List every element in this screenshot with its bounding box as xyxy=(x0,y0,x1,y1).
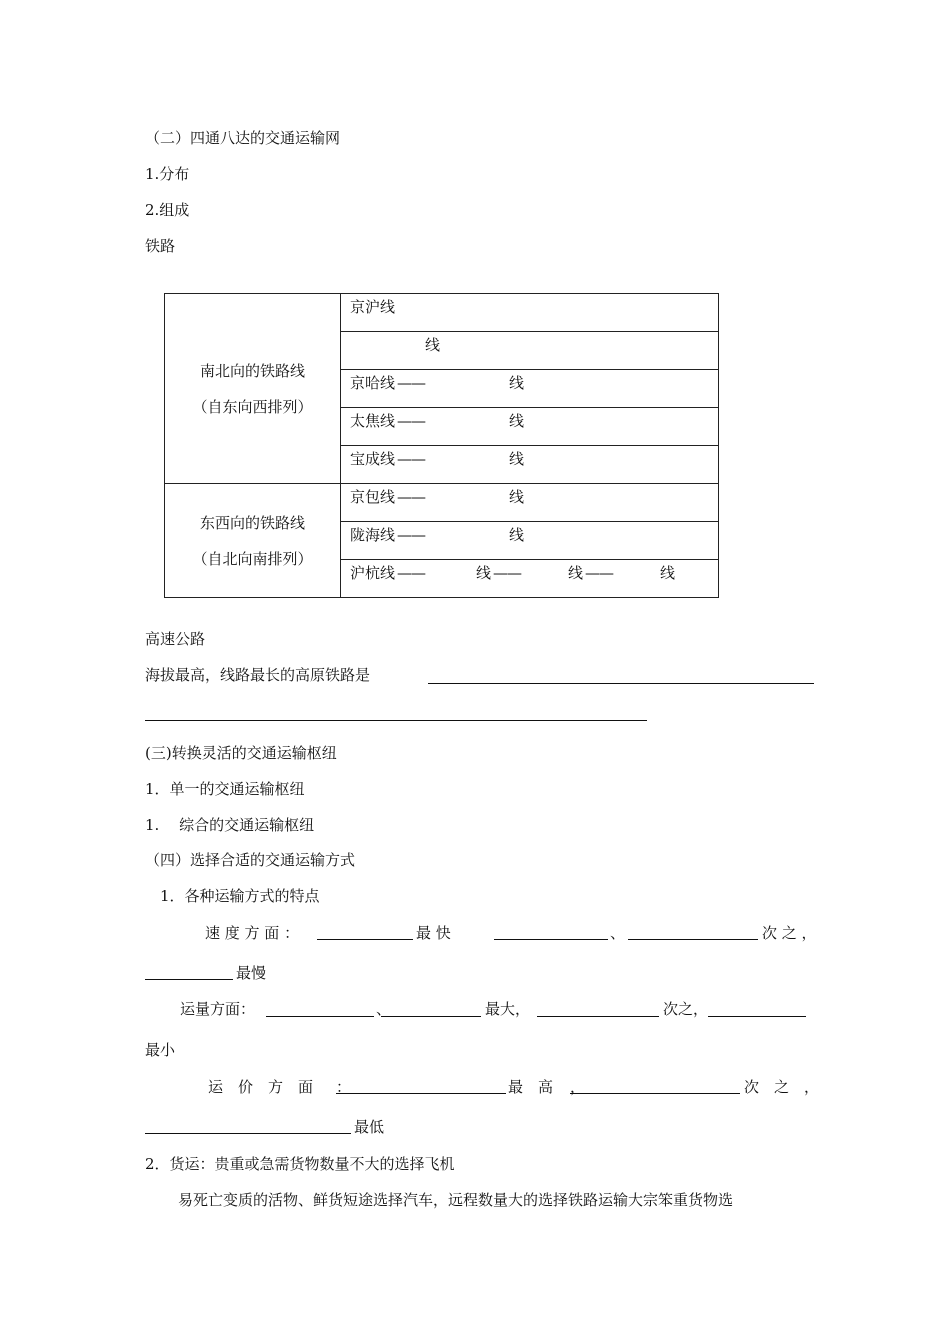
rail-line-name: 京沪线 xyxy=(350,298,396,316)
rail-dash: —— xyxy=(493,564,521,582)
volume-separator: 、 xyxy=(376,1000,392,1018)
rail-line-suffix: 线 xyxy=(509,488,525,506)
rail-dash: —— xyxy=(397,412,425,430)
rail-row-jingha xyxy=(341,370,719,408)
price-second-blank[interactable] xyxy=(570,1093,740,1094)
rail-row-longhai xyxy=(341,522,719,560)
plateau-question: 海拔最高，线路最长的高原铁路是 xyxy=(145,666,371,684)
rail-dash: —— xyxy=(397,564,425,582)
price-lowest-blank[interactable] xyxy=(145,1133,351,1134)
speed-separator: 、 xyxy=(610,924,626,942)
rail-line-suffix: 线 xyxy=(660,564,676,582)
freight-item: 2．货运：贵重或急需货物数量不大的选择飞机 xyxy=(145,1155,455,1173)
rail-line-suffix: 线 xyxy=(509,526,525,544)
rail-line-name: 京哈线 xyxy=(350,374,396,392)
section-2-title: （二）四通八达的交通运输网 xyxy=(145,129,341,147)
section-4-item-1: 1．各种运输方式的特点 xyxy=(160,887,320,905)
volume-smallest-label: 最小 xyxy=(145,1041,176,1059)
rail-dash: —— xyxy=(585,564,613,582)
volume-second-label: 次之， xyxy=(663,1000,709,1018)
highway-heading: 高速公路 xyxy=(145,630,206,648)
volume-largest-label: 最大， xyxy=(485,1000,531,1018)
price-colon: ： xyxy=(336,1078,352,1096)
rail-dash: —— xyxy=(397,450,425,468)
item-distribution: 1.分布 xyxy=(145,165,190,183)
rail-row-jinghu xyxy=(341,294,719,332)
rail-line-suffix: 线 xyxy=(509,374,525,392)
rail-line-name: 京包线 xyxy=(350,488,396,506)
price-highest-blank[interactable] xyxy=(336,1093,506,1094)
rail-row-jingbao xyxy=(341,484,719,522)
speed-second-label: 次 之 ， xyxy=(762,924,817,942)
price-highest-label: 最 高 xyxy=(508,1078,554,1096)
railway-table xyxy=(164,293,719,598)
price-lowest-label: 最低 xyxy=(354,1118,385,1136)
rail-line-name: 陇海线 xyxy=(350,526,396,544)
railway-heading: 铁路 xyxy=(145,237,176,255)
rail-line-suffix: 线 xyxy=(509,450,525,468)
volume-smallest-blank[interactable] xyxy=(708,1016,806,1017)
rail-line-name: 太焦线 xyxy=(350,412,396,430)
speed-second-blank[interactable] xyxy=(494,939,608,940)
rail-row-baocheng xyxy=(341,446,719,484)
rail-dash: —— xyxy=(397,374,425,392)
rail-line-name: 宝成线 xyxy=(350,450,396,468)
ns-group-label: 南北向的铁路线 xyxy=(199,361,305,380)
speed-label: 速 度 方 面 ： xyxy=(205,924,300,942)
price-comma: ， xyxy=(570,1078,586,1096)
volume-second-blank[interactable] xyxy=(537,1016,659,1017)
price-second-label: 次 之 ， xyxy=(744,1078,820,1096)
section-3-title: (三)转换灵活的交通运输枢纽 xyxy=(145,744,337,762)
section-3-item-1: 1．单一的交通运输枢纽 xyxy=(145,780,305,798)
speed-fastest-label: 最 快 xyxy=(416,924,451,942)
ew-group-note: （自北向南排列） xyxy=(192,549,313,568)
speed-slowest-blank[interactable] xyxy=(145,979,233,980)
volume-label: 运量方面： xyxy=(180,1000,256,1018)
speed-fastest-blank[interactable] xyxy=(317,939,413,940)
ns-group-cell xyxy=(165,294,341,484)
rail-line-suffix: 线 xyxy=(568,564,584,582)
rail-dash: —— xyxy=(397,488,425,506)
ns-group-note: （自东向西排列） xyxy=(192,397,313,416)
volume-largest-blank[interactable] xyxy=(266,1016,374,1017)
rail-dash: —— xyxy=(397,526,425,544)
volume-largest-blank[interactable] xyxy=(381,1016,481,1017)
section-4-title: （四）选择合适的交通运输方式 xyxy=(145,851,356,869)
ew-group-cell xyxy=(165,484,341,598)
rail-line-suffix: 线 xyxy=(509,412,525,430)
answer-blank[interactable] xyxy=(428,683,814,684)
answer-blank[interactable] xyxy=(145,720,647,721)
rail-line-suffix: 线 xyxy=(476,564,492,582)
rail-row-blank xyxy=(341,332,719,370)
rail-row-taijiao xyxy=(341,408,719,446)
rail-row-huhang xyxy=(341,560,719,598)
speed-second-blank[interactable] xyxy=(628,939,758,940)
rail-line-suffix: 线 xyxy=(425,336,441,354)
price-label: 运 价 方 面 xyxy=(208,1078,314,1096)
ew-group-label: 东西向的铁路线 xyxy=(199,513,305,532)
freight-item-continued: 易死亡变质的活物、鲜货短途选择汽车，远程数量大的选择铁路运输大宗笨重货物选 xyxy=(178,1191,734,1209)
rail-line-name: 沪杭线 xyxy=(350,564,396,582)
section-3-item-2: 1. 综合的交通运输枢纽 xyxy=(145,816,315,834)
speed-slowest-label: 最慢 xyxy=(236,964,267,982)
item-composition: 2.组成 xyxy=(145,201,190,219)
